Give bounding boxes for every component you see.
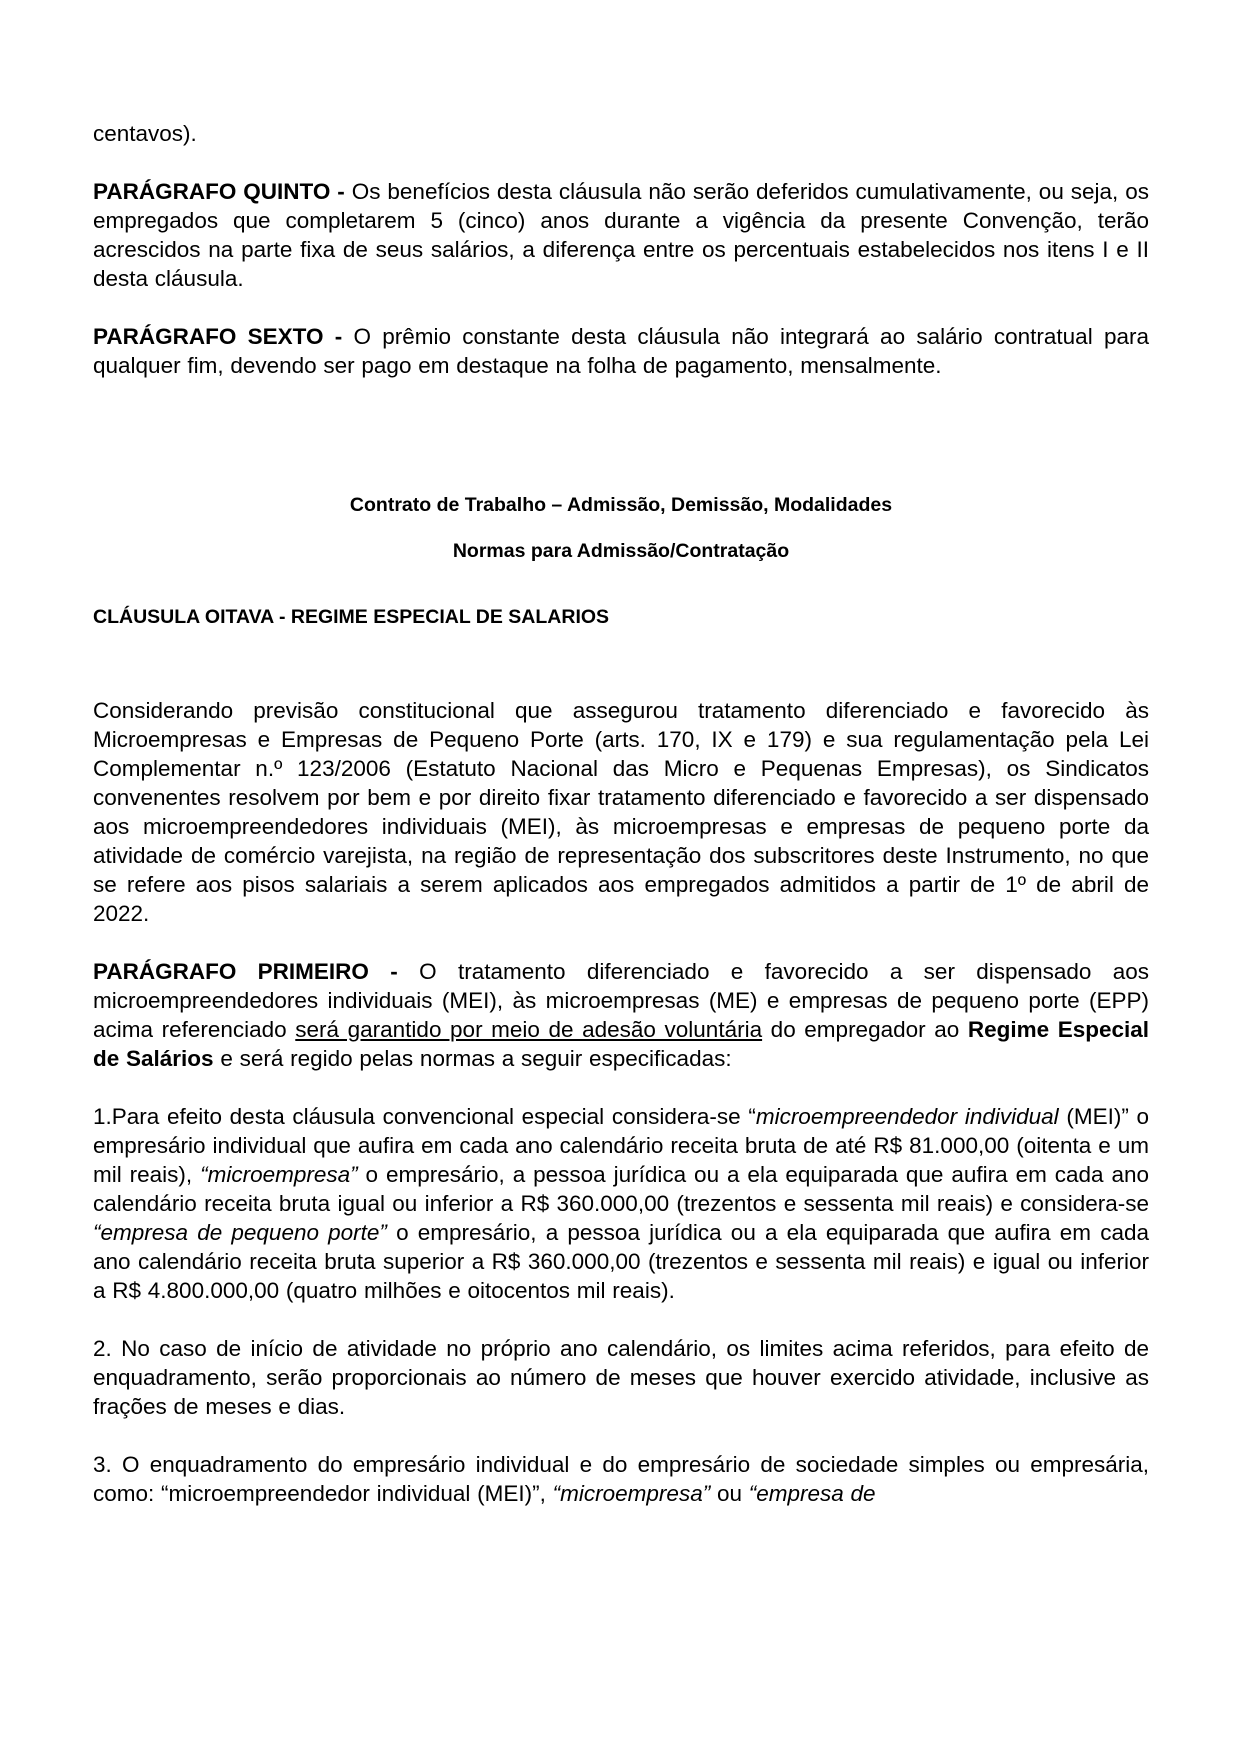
item-1-text-2: (MEI)” o empresário individual que aufira em cada ano calendário receita bruta de até R$ 81.000,00 (oitenta e um mil reais),	[93, 1104, 1150, 1187]
item-1-italic-3: “empresa de pequeno porte”	[93, 1220, 387, 1245]
item-3	[93, 1450, 1149, 1508]
paragraph-primeiro-underlined: será garantido por meio de adesão voluntária	[295, 1017, 763, 1042]
item-2: 2. No caso de início de atividade no próprio ano calendário, os limites acima referidos, para efeito de enquadramento, serão proporcionais ao número de meses que houver exercido atividade, inclusive as frações de meses e dias.	[93, 1336, 1149, 1419]
paragraph-sexto	[93, 322, 1149, 380]
item-3-text-2: ou	[710, 1481, 749, 1506]
paragraph-primeiro-text-b: do empregador ao	[762, 1017, 968, 1042]
item-3-italic-1: “microempresa”	[552, 1481, 711, 1506]
section-heading: Contrato de Trabalho – Admissão, Demissão, Modalidades	[349, 494, 893, 516]
item-1-italic-1: microempreendedor individual	[755, 1104, 1059, 1129]
intro-paragraph: Considerando previsão constitucional que assegurou tratamento diferenciado e favorecido às Microempresas e Empresas de Pequeno Porte (arts. 170, IX e 179) e sua regulamentação pela Lei Complementar n.º 123/2006 (Estatuto Nacional das Micro e Pequenas Empresas), os Sindicatos convenentes resolvem por bem e por direito fixar tratamento diferenciado e favorecido a ser dispensado aos microempreendedores individuais (MEI), às microempresas e empresas de pequeno porte da atividade de comércio varejista, na região de representação dos subscritores deste Instrumento, no que se refere aos pisos salariais a serem aplicados aos empregados admitidos a partir de 1º de abril de 2022.	[93, 698, 1149, 926]
paragraph-sexto-label: PARÁGRAFO SEXTO -	[93, 324, 343, 349]
paragraph-quinto-text: Os benefícios desta cláusula não serão deferidos cumulativamente, ou seja, os empregados que completarem 5 (cinco) anos durante a vigência da presente Convenção, terão acrescidos na parte fixa de seus salários, a diferença entre os percentuais estabelecidos nos itens I e II desta cláusula.	[93, 179, 1149, 291]
item-1-italic-2: “microempresa”	[200, 1162, 358, 1187]
paragraph-sexto-text: O prêmio constante desta cláusula não integrará ao salário contratual para qualquer fim, devendo ser pago em destaque na folha de pagamento, mensalmente.	[93, 324, 1149, 378]
paragraph-primeiro	[93, 957, 1149, 1073]
paragraph-primeiro-bold: Regime Especial de Salários	[93, 1017, 1149, 1071]
paragraph-primeiro-text-c: e será regido pelas normas a seguir especificadas:	[213, 1046, 732, 1071]
clause-title: CLÁUSULA OITAVA - REGIME ESPECIAL DE SALARIOS	[93, 606, 610, 628]
item-1-text-1: 1.Para efeito desta cláusula convencional especial considera-se “	[93, 1104, 756, 1129]
document-page	[93, 119, 1149, 1508]
paragraph-quinto-label: PARÁGRAFO QUINTO -	[93, 179, 345, 204]
paragraph-primeiro-text-a: O tratamento diferenciado e favorecido a ser dispensado aos microempreendedores individuais (MEI), às microempresas (ME) e empresas de pequeno porte (EPP) acima referenciado	[93, 959, 1149, 1042]
item-1-text-3: o empresário, a pessoa jurídica ou a ela equiparada que aufira em cada ano calendário receita bruta igual ou inferior a R$ 360.000,00 (trezentos e sessenta mil reais) e considera-se	[93, 1162, 1149, 1216]
fragment-line: centavos).	[93, 121, 197, 146]
paragraph-primeiro-label: PARÁGRAFO PRIMEIRO -	[93, 959, 398, 984]
subsection-heading: Normas para Admissão/Contratação	[452, 540, 790, 562]
item-1	[93, 1102, 1149, 1305]
item-3-italic-2: “empresa de	[748, 1481, 876, 1506]
paragraph-quinto	[93, 177, 1149, 293]
item-3-text-1: 3. O enquadramento do empresário individual e do empresário de sociedade simples ou empresária, como: “microempreendedor individual (MEI)”,	[93, 1452, 1149, 1506]
item-1-text-4: o empresário, a pessoa jurídica ou a ela equiparada que aufira em cada ano calendário receita bruta superior a R$ 360.000,00 (trezentos e sessenta mil reais) e igual ou inferior a R$ 4.800.000,00 (quatro milhões e oitocentos mil reais).	[93, 1220, 1149, 1303]
